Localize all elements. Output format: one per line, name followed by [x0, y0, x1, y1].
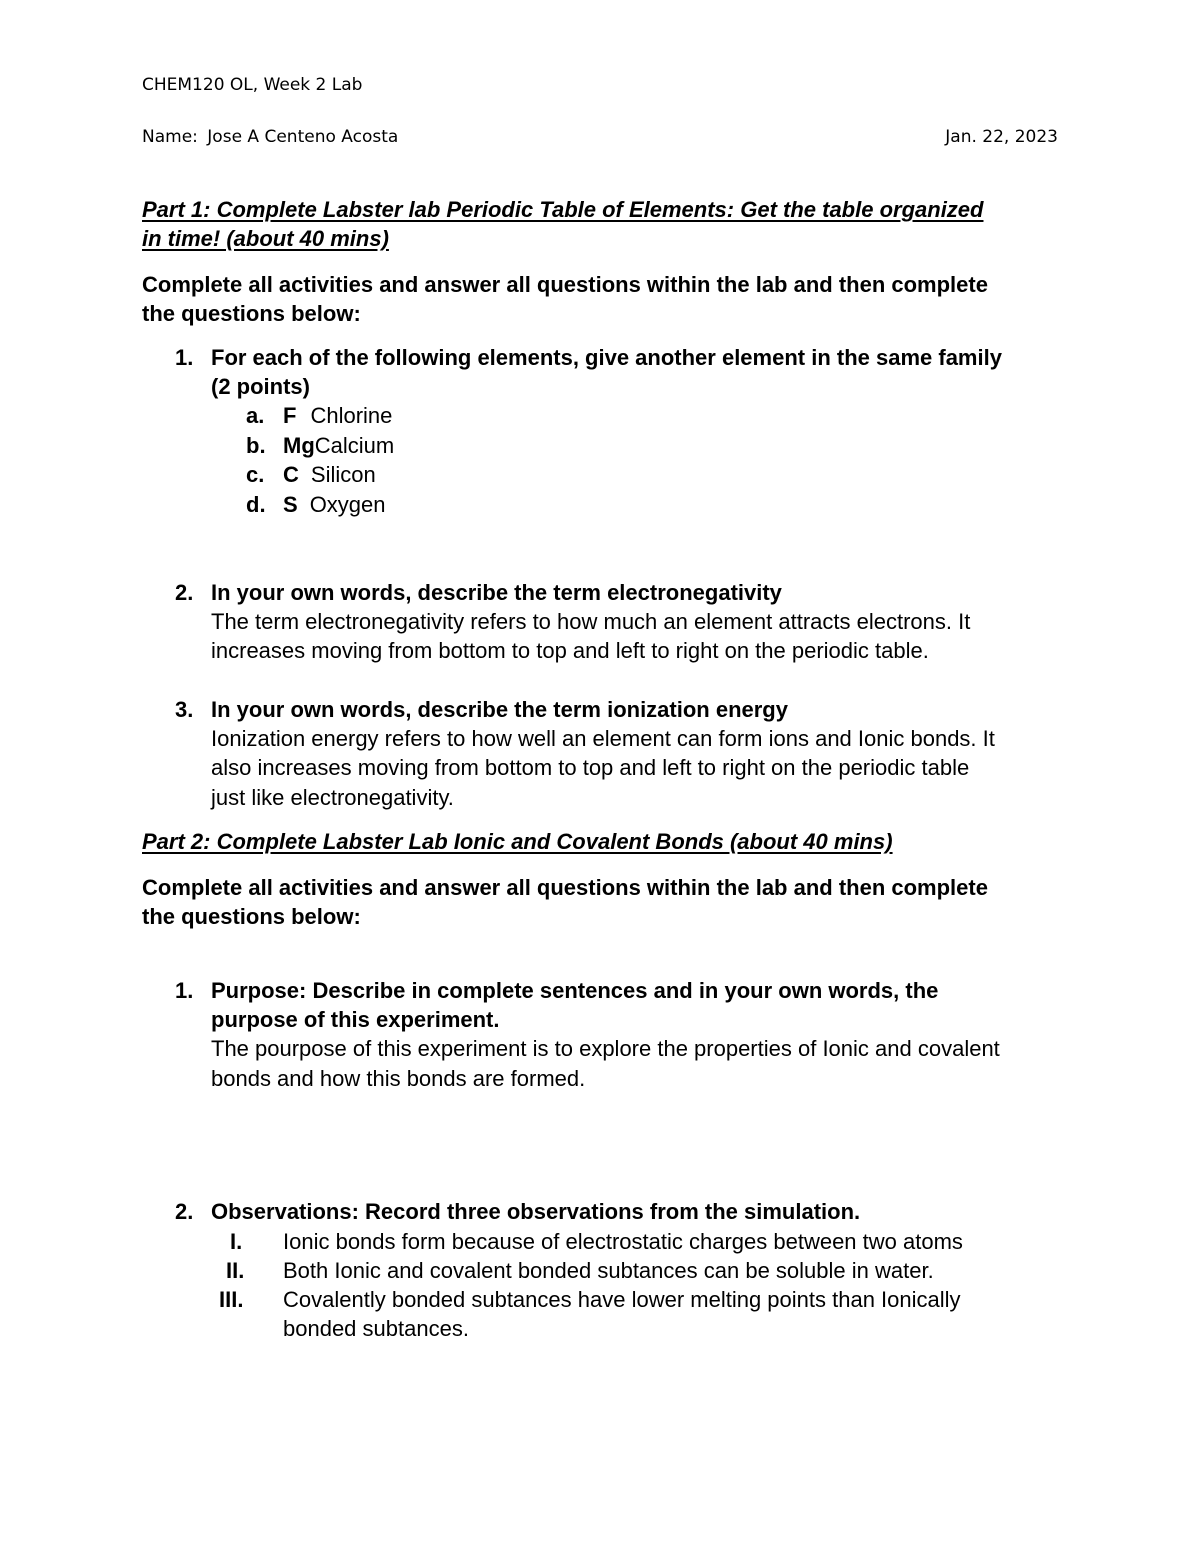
date: Jan. 22, 2023: [945, 127, 1058, 147]
p2-q2-numeral: III.: [219, 1287, 244, 1312]
element-symbol: C: [283, 462, 299, 487]
student-name: Jose A Centeno Acosta: [207, 127, 399, 147]
p1-q1-item-letter: d.: [246, 492, 266, 517]
name-label: Name:: [142, 127, 198, 147]
p1-q2-answer-line: increases moving from bottom to top and left to right on the periodic table.: [211, 638, 929, 663]
element-symbol: S: [283, 492, 298, 517]
part2-title: Part 2: Complete Labster Lab Ionic and Covalent Bonds (about 40 mins): [142, 829, 893, 854]
observation-line: Covalently bonded subtances have lower melting points than Ionically: [283, 1287, 961, 1312]
p2-q2-number: 2.: [175, 1199, 194, 1224]
name-line: [142, 127, 398, 147]
p1-q1-line1: For each of the following elements, give another element in the same family: [211, 345, 1002, 370]
element-answer: Oxygen: [309, 492, 386, 517]
p1-q1-item: [283, 492, 386, 518]
element-answer: Chlorine: [310, 403, 393, 428]
p2-q1-line1: Purpose: Describe in complete sentences and in your own words, the: [211, 978, 939, 1003]
p1-q3-answer-line: just like electronegativity.: [211, 785, 454, 810]
p1-q1-item: [283, 462, 376, 488]
p2-q2-numeral: II.: [226, 1258, 245, 1283]
p1-q2-line1: In your own words, describe the term electronegativity: [211, 580, 782, 605]
p1-q1-item: [283, 403, 392, 429]
p2-q1-answer-line: The pourpose of this experiment is to explore the properties of Ionic and covalent: [211, 1036, 1000, 1061]
p2-q2-numeral: I.: [230, 1229, 243, 1254]
p1-q3-answer-line: also increases moving from bottom to top and left to right on the periodic table: [211, 755, 970, 780]
part2-instructions-line1: Complete all activities and answer all questions within the lab and then complete: [142, 875, 988, 900]
element-symbol: Mg: [283, 433, 315, 458]
element-symbol: F: [283, 403, 297, 428]
part2-instructions-line2: the questions below:: [142, 904, 361, 929]
element-answer: Silicon: [310, 462, 376, 487]
part1-instructions-line1: Complete all activities and answer all questions within the lab and then complete: [142, 272, 988, 297]
p1-q1-number: 1.: [175, 345, 194, 370]
p1-q1-item-letter: a.: [246, 403, 265, 428]
p1-q3-number: 3.: [175, 697, 194, 722]
p1-q3-line1: In your own words, describe the term ionization energy: [211, 697, 788, 722]
p2-q1-line2: purpose of this experiment.: [211, 1007, 500, 1032]
p1-q1-item: [283, 433, 394, 459]
p1-q2-answer-line: The term electronegativity refers to how much an element attracts electrons. It: [211, 609, 971, 634]
element-answer: Calcium: [314, 433, 395, 458]
course-header: CHEM120 OL, Week 2 Lab: [142, 75, 363, 95]
part1-instructions-line2: the questions below:: [142, 301, 361, 326]
p2-q2-line1: Observations: Record three observations from the simulation.: [211, 1199, 861, 1224]
observation-line: bonded subtances.: [283, 1316, 469, 1341]
p1-q3-answer-line: Ionization energy refers to how well an element can form ions and Ionic bonds. It: [211, 726, 995, 751]
p1-q1-item-letter: b.: [246, 433, 266, 458]
observation-line: Both Ionic and covalent bonded subtances can be soluble in water.: [283, 1258, 934, 1283]
p2-q1-number: 1.: [175, 978, 194, 1003]
p1-q1-item-letter: c.: [246, 462, 265, 487]
part1-title-line1: Part 1: Complete Labster lab Periodic Table of Elements: Get the table organized: [142, 197, 984, 222]
p1-q1-line2: (2 points): [211, 374, 310, 399]
p1-q2-number: 2.: [175, 580, 194, 605]
part1-title-line2: in time! (about 40 mins): [142, 226, 389, 251]
p2-q1-answer-line: bonds and how this bonds are formed.: [211, 1066, 586, 1091]
observation-line: Ionic bonds form because of electrostatic charges between two atoms: [283, 1229, 963, 1254]
